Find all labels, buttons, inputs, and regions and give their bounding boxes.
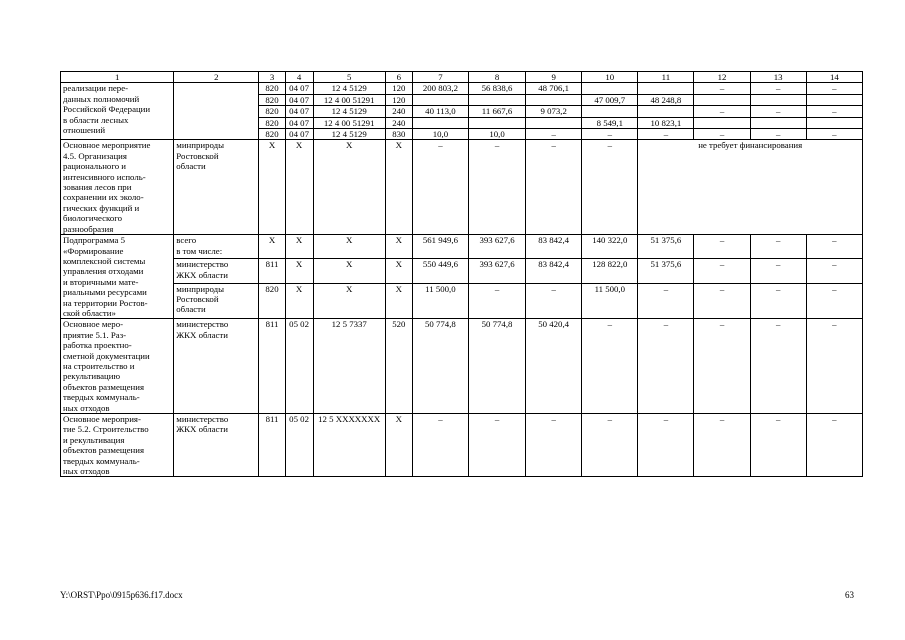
value-cell: 50 420,4	[526, 319, 582, 414]
cell-line: Основное меро-	[63, 319, 124, 330]
value-cell: 820	[259, 106, 285, 117]
column-header: 13	[750, 72, 806, 83]
cell-line: гических функций и	[63, 202, 140, 213]
value-cell	[638, 83, 694, 94]
footer-file-path: Y:\ORST\Ppo\0915p636.f17.docx	[60, 590, 183, 600]
value-cell: 10 823,1	[638, 117, 694, 128]
value-cell: –	[694, 283, 750, 319]
cell-line: ской области»	[63, 307, 116, 318]
value-cell: 04 07	[285, 129, 313, 140]
value-cell: –	[468, 283, 525, 319]
column-header: 11	[638, 72, 694, 83]
cell-line: ных отходов	[63, 466, 110, 477]
value-cell	[526, 94, 582, 105]
value-cell: –	[582, 140, 638, 235]
value-cell	[468, 94, 525, 105]
value-cell	[412, 94, 468, 105]
cell-line: ЖКХ области	[176, 269, 228, 280]
cell-line: министерство	[176, 414, 229, 424]
value-cell: –	[638, 414, 694, 477]
table-row	[61, 83, 863, 94]
value-cell: –	[806, 106, 862, 117]
value-cell: 8 549,1	[582, 117, 638, 128]
value-cell: 10,0	[468, 129, 525, 140]
row-name	[61, 414, 174, 477]
value-cell: –	[582, 414, 638, 477]
value-cell: –	[468, 414, 525, 477]
value-cell: –	[750, 83, 806, 94]
value-cell: 50 774,8	[412, 319, 468, 414]
code-cell: Х	[259, 235, 285, 259]
value-cell: –	[694, 235, 750, 259]
value-cell: –	[750, 283, 806, 319]
financing-note: не требует финансирования	[638, 140, 863, 235]
value-cell: 83 842,4	[526, 235, 582, 259]
cell-line: ЖКХ области	[176, 329, 228, 340]
code-cell: 12 5 ХХХХХХХ	[313, 414, 385, 477]
cell-line: отношений	[63, 125, 106, 136]
value-cell: –	[806, 129, 862, 140]
value-cell: –	[412, 140, 468, 235]
value-cell: –	[750, 106, 806, 117]
value-cell: 11 667,6	[468, 106, 525, 117]
row-executor	[174, 283, 259, 319]
cell-line: интенсивного исполь-	[63, 171, 146, 182]
value-cell: 820	[259, 83, 285, 94]
value-cell: 393 627,6	[468, 259, 525, 283]
value-cell: –	[582, 129, 638, 140]
cell-line: данных полномочий	[63, 93, 140, 104]
code-cell: Х	[385, 235, 412, 259]
value-cell: –	[806, 414, 862, 477]
table-row	[61, 414, 863, 477]
cell-line: объектов размещения	[63, 445, 145, 456]
value-cell: 561 949,6	[412, 235, 468, 259]
row-name	[61, 83, 174, 140]
cell-line: Российской Федерации	[63, 104, 151, 115]
value-cell: –	[694, 414, 750, 477]
value-cell	[694, 117, 750, 128]
value-cell: –	[638, 283, 694, 319]
cell-line: сметной документации	[63, 350, 150, 361]
value-cell: –	[526, 414, 582, 477]
value-cell	[694, 94, 750, 105]
cell-line: сохранении их эколо-	[63, 192, 144, 203]
code-cell: Х	[285, 235, 313, 259]
value-cell: 48 706,1	[526, 83, 582, 94]
value-cell: –	[806, 83, 862, 94]
column-header: 4	[285, 72, 313, 83]
cell-line: зования лесов при	[63, 182, 132, 193]
cell-line: на строительство и	[63, 360, 135, 371]
cell-line: Ростовской	[176, 293, 219, 304]
value-cell: 83 842,4	[526, 259, 582, 283]
value-cell: –	[750, 414, 806, 477]
cell-line: минприроды	[176, 283, 225, 294]
value-cell: –	[412, 414, 468, 477]
value-cell: –	[468, 140, 525, 235]
cell-line: реализации пере-	[63, 83, 129, 94]
cell-line: минприроды	[176, 140, 225, 151]
cell-line: приятие 5.1. Раз-	[63, 329, 127, 340]
cell-line: министерство	[176, 259, 229, 270]
value-cell: 50 774,8	[468, 319, 525, 414]
value-cell	[526, 117, 582, 128]
cell-line: на территории Ростов-	[63, 297, 148, 308]
cell-line: разнообразия	[63, 223, 114, 234]
value-cell: 830	[385, 129, 412, 140]
value-cell: –	[750, 129, 806, 140]
value-cell: –	[638, 319, 694, 414]
table-row	[61, 319, 863, 414]
value-cell: –	[694, 319, 750, 414]
value-cell: 128 822,0	[582, 259, 638, 283]
code-cell: Х	[313, 259, 385, 283]
value-cell: –	[806, 319, 862, 414]
value-cell	[638, 106, 694, 117]
value-cell: –	[750, 319, 806, 414]
budget-table	[60, 71, 863, 477]
cell-line: рекультивацию	[63, 371, 121, 382]
column-header: 6	[385, 72, 412, 83]
row-executor	[174, 319, 259, 414]
column-header: 5	[313, 72, 385, 83]
value-cell: 820	[259, 94, 285, 105]
value-cell: 11 500,0	[412, 283, 468, 319]
value-cell: 120	[385, 83, 412, 94]
value-cell: –	[806, 283, 862, 319]
row-executor	[174, 235, 259, 259]
code-cell: 811	[259, 414, 285, 477]
code-cell: Х	[285, 283, 313, 319]
column-header: 8	[468, 72, 525, 83]
code-cell: 811	[259, 319, 285, 414]
cell-line: твердых коммуналь-	[63, 392, 140, 403]
code-cell: Х	[385, 259, 412, 283]
code-cell: Х	[313, 235, 385, 259]
column-header: 14	[806, 72, 862, 83]
cell-line: и рекультивация	[63, 434, 125, 445]
cell-line: всего	[176, 235, 197, 246]
cell-line: объектов размещения	[63, 381, 145, 392]
footer-page-number: 63	[845, 590, 854, 600]
value-cell: –	[806, 235, 862, 259]
cell-line: комплексной системы	[63, 255, 146, 266]
column-header: 9	[526, 72, 582, 83]
value-cell: 51 375,6	[638, 259, 694, 283]
value-cell	[582, 106, 638, 117]
value-cell: 04 07	[285, 106, 313, 117]
value-cell: 04 07	[285, 83, 313, 94]
cell-line: Подпрограмма 5	[63, 235, 125, 246]
table-row	[61, 72, 863, 83]
value-cell: 40 113,0	[412, 106, 468, 117]
column-header: 2	[174, 72, 259, 83]
column-header: 3	[259, 72, 285, 83]
value-cell: 240	[385, 117, 412, 128]
cell-line: Ростовской	[176, 150, 219, 161]
cell-line: «Формирование	[63, 245, 124, 256]
cell-line: Основное мероприя-	[63, 414, 141, 424]
value-cell: 12 4 00 51291	[313, 117, 385, 128]
column-header: 1	[61, 72, 174, 83]
row-executor	[174, 140, 259, 235]
table-row	[61, 283, 863, 319]
code-cell: Х	[385, 140, 412, 235]
row-executor	[174, 83, 259, 140]
cell-line: в области лесных	[63, 114, 129, 125]
value-cell: 240	[385, 106, 412, 117]
value-cell: 51 375,6	[638, 235, 694, 259]
value-cell: 04 07	[285, 117, 313, 128]
value-cell: 48 248,8	[638, 94, 694, 105]
table-row	[61, 235, 863, 259]
cell-line: области	[176, 161, 206, 172]
value-cell: 11 500,0	[582, 283, 638, 319]
value-cell: –	[526, 129, 582, 140]
value-cell: 47 009,7	[582, 94, 638, 105]
column-header: 12	[694, 72, 750, 83]
cell-line: работка проектно-	[63, 340, 132, 351]
table-row	[61, 259, 863, 283]
value-cell: –	[694, 129, 750, 140]
code-cell: 12 5 7337	[313, 319, 385, 414]
row-executor	[174, 259, 259, 283]
code-cell: 820	[259, 283, 285, 319]
cell-line: 4.5. Организация	[63, 150, 127, 161]
value-cell: 200 803,2	[412, 83, 468, 94]
cell-line: области	[176, 304, 206, 315]
code-cell: 520	[385, 319, 412, 414]
value-cell: –	[806, 259, 862, 283]
code-cell: Х	[259, 140, 285, 235]
value-cell: 10,0	[412, 129, 468, 140]
column-header: 10	[582, 72, 638, 83]
code-cell: Х	[385, 414, 412, 477]
code-cell: Х	[285, 259, 313, 283]
value-cell: 393 627,6	[468, 235, 525, 259]
value-cell: –	[694, 106, 750, 117]
value-cell: 12 4 5129	[313, 106, 385, 117]
value-cell: –	[638, 129, 694, 140]
code-cell: Х	[285, 140, 313, 235]
value-cell	[806, 117, 862, 128]
cell-line: Основное мероприятие	[63, 140, 151, 151]
cell-line: министерство	[176, 319, 229, 330]
cell-line: риальными ресурсами	[63, 287, 147, 298]
value-cell: –	[526, 140, 582, 235]
cell-line: твердых коммуналь-	[63, 455, 140, 466]
value-cell: 9 073,2	[526, 106, 582, 117]
value-cell	[582, 83, 638, 94]
value-cell	[806, 94, 862, 105]
value-cell	[750, 117, 806, 128]
value-cell: 12 4 00 51291	[313, 94, 385, 105]
value-cell: 140 322,0	[582, 235, 638, 259]
value-cell: 120	[385, 94, 412, 105]
cell-line: ЖКХ области	[176, 424, 228, 435]
row-name	[61, 140, 174, 235]
code-cell: 811	[259, 259, 285, 283]
value-cell: –	[526, 283, 582, 319]
code-cell: Х	[313, 140, 385, 235]
value-cell: –	[694, 259, 750, 283]
value-cell: 56 838,6	[468, 83, 525, 94]
value-cell: 04 07	[285, 94, 313, 105]
code-cell: 05 02	[285, 414, 313, 477]
value-cell: –	[750, 235, 806, 259]
code-cell: 05 02	[285, 319, 313, 414]
value-cell	[468, 117, 525, 128]
code-cell: Х	[313, 283, 385, 319]
row-name	[61, 235, 174, 319]
cell-line: в том числе:	[176, 245, 223, 256]
value-cell: 12 4 5129	[313, 83, 385, 94]
value-cell: –	[582, 319, 638, 414]
cell-line: рационального и	[63, 161, 127, 172]
value-cell: 820	[259, 117, 285, 128]
cell-line: биологического	[63, 213, 123, 224]
row-executor	[174, 414, 259, 477]
value-cell	[412, 117, 468, 128]
value-cell	[750, 94, 806, 105]
table-row	[61, 140, 863, 235]
value-cell: –	[694, 83, 750, 94]
cell-line: ных отходов	[63, 402, 110, 413]
cell-line: управления отходами	[63, 266, 144, 277]
column-header: 7	[412, 72, 468, 83]
code-cell: Х	[385, 283, 412, 319]
value-cell: 12 4 5129	[313, 129, 385, 140]
cell-line: тие 5.2. Строительство	[63, 424, 149, 435]
row-name	[61, 319, 174, 414]
cell-line: и вторичными мате-	[63, 276, 139, 287]
value-cell: –	[750, 259, 806, 283]
value-cell: 820	[259, 129, 285, 140]
value-cell: 550 449,6	[412, 259, 468, 283]
